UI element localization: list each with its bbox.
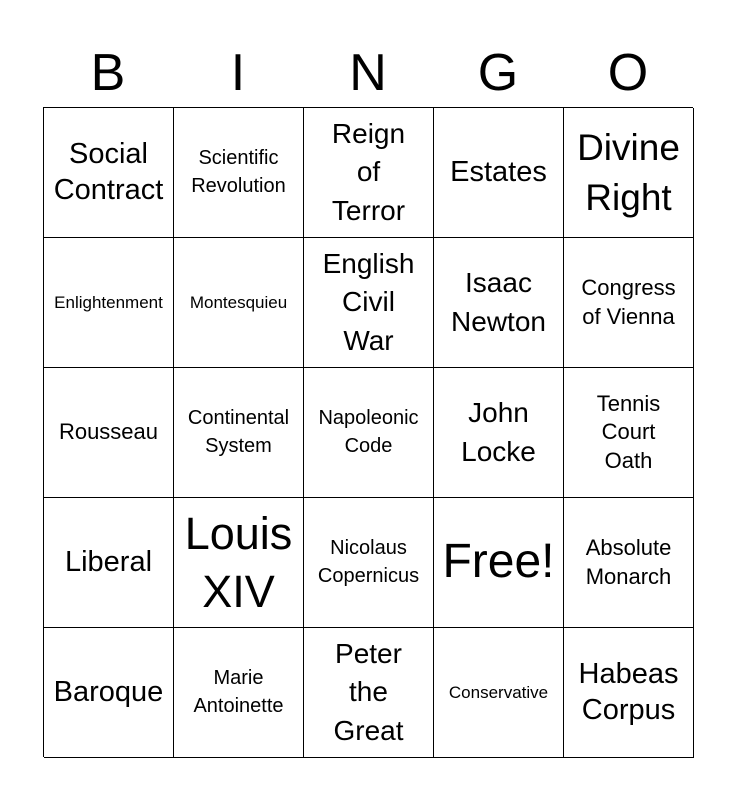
bingo-cell[interactable]: [174, 108, 304, 238]
bingo-cell[interactable]: [304, 498, 434, 628]
header-letter-n: N: [349, 44, 387, 102]
header-letter-o: O: [607, 44, 649, 102]
bingo-card: [43, 107, 693, 757]
cell-label: English Civil War: [322, 247, 415, 356]
bingo-cell[interactable]: [174, 238, 304, 368]
bingo-cell[interactable]: [44, 498, 174, 628]
cell-label: Continental System: [187, 406, 290, 457]
bingo-cell[interactable]: [304, 238, 434, 368]
bingo-cell[interactable]: [564, 238, 694, 368]
bingo-cell[interactable]: [564, 628, 694, 758]
cell-label: Liberal: [64, 545, 153, 578]
bingo-cell[interactable]: [304, 368, 434, 498]
cell-label: Reign of Terror: [331, 117, 406, 226]
free-space[interactable]: [434, 498, 564, 628]
bingo-cell[interactable]: [174, 368, 304, 498]
bingo-cell[interactable]: [304, 108, 434, 238]
bingo-header: [43, 40, 693, 106]
cell-label: Enlightenment: [54, 292, 163, 312]
cell-label: Marie Antoinette: [193, 666, 284, 717]
cell-label: Louis XIV: [184, 507, 293, 617]
cell-label: Nicolaus Copernicus: [317, 536, 420, 587]
cell-label: Social Contract: [53, 138, 164, 206]
bingo-cell[interactable]: [174, 628, 304, 758]
header-letter-g: G: [477, 44, 519, 102]
cell-label: Montesquieu: [189, 292, 288, 312]
bingo-cell[interactable]: [434, 238, 564, 368]
bingo-cell[interactable]: [434, 628, 564, 758]
header-letter-i: I: [230, 44, 246, 102]
bingo-cell[interactable]: [304, 628, 434, 758]
cell-label: Habeas Corpus: [578, 658, 679, 726]
cell-label: Napoleonic Code: [318, 406, 419, 457]
cell-label: Baroque: [53, 675, 164, 708]
cell-label: Absolute Monarch: [585, 534, 672, 589]
cell-label: Rousseau: [58, 419, 159, 445]
cell-label: Peter the Great: [333, 637, 404, 746]
cell-label: Tennis Court Oath: [596, 390, 661, 473]
bingo-cell[interactable]: [174, 498, 304, 628]
bingo-cell[interactable]: [44, 628, 174, 758]
bingo-cell[interactable]: [434, 108, 564, 238]
bingo-cell[interactable]: [44, 108, 174, 238]
bingo-cell[interactable]: [44, 368, 174, 498]
cell-label: Divine Right: [577, 127, 680, 218]
cell-label: Congress of Vienna: [581, 274, 676, 329]
bingo-cell[interactable]: [434, 368, 564, 498]
cell-label: Estates: [450, 155, 547, 188]
cell-label: Isaac Newton: [451, 267, 546, 337]
bingo-cell[interactable]: [564, 108, 694, 238]
cell-label: Free!: [442, 535, 555, 589]
bingo-cell[interactable]: [564, 368, 694, 498]
header-letter-b: B: [90, 44, 126, 102]
cell-label: Scientific Revolution: [191, 146, 286, 197]
cell-label: Conservative: [448, 682, 549, 702]
cell-label: John Locke: [461, 397, 536, 467]
bingo-cell[interactable]: [564, 498, 694, 628]
bingo-cell[interactable]: [44, 238, 174, 368]
